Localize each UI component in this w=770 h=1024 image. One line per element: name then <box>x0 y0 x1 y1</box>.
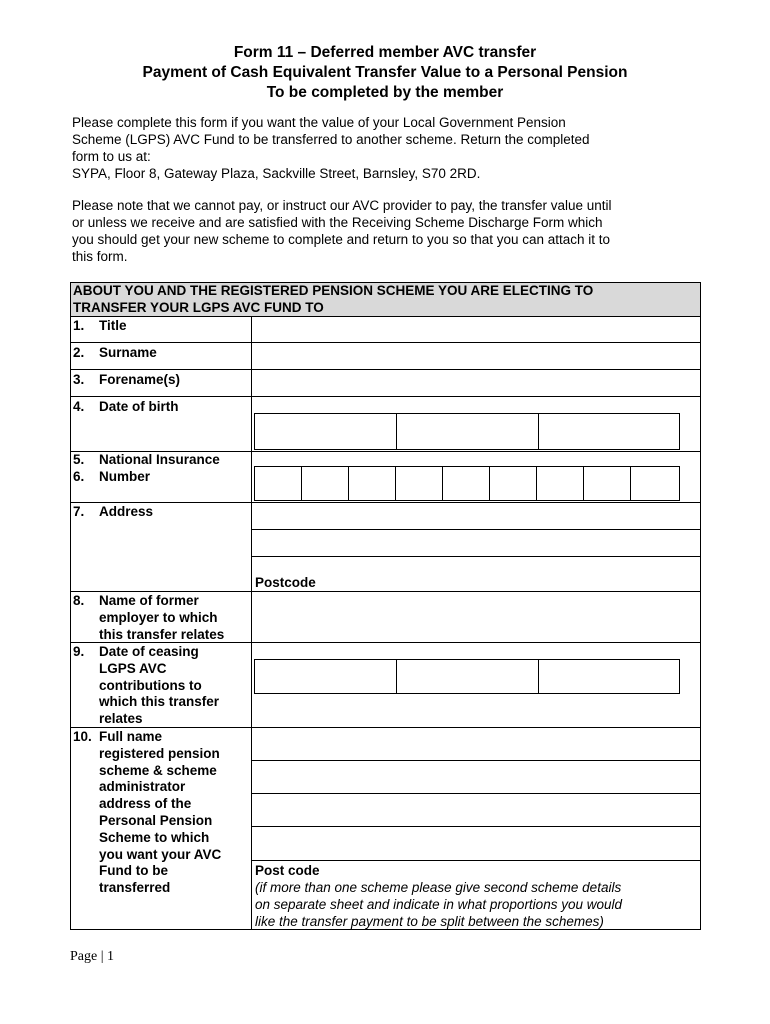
dob-month-box[interactable] <box>396 413 539 450</box>
note-line: on separate sheet and indicate in what proportions you would <box>255 896 622 912</box>
ni-char-box[interactable] <box>395 466 443 501</box>
form-subtitle: Payment of Cash Equivalent Transfer Value to a Personal Pension <box>142 64 628 81</box>
note-line: this form. <box>72 249 128 264</box>
scheme-line4-input[interactable] <box>252 827 700 860</box>
scheme-line1-input[interactable] <box>252 728 700 760</box>
title-input[interactable] <box>252 317 700 342</box>
intro-line: Scheme (LGPS) AVC Fund to be transferred to another scheme. Return the completed <box>72 132 590 147</box>
dob-day-box[interactable] <box>254 413 397 450</box>
note-line: or unless we receive and are satisfied with the Receiving Scheme Discharge Form which <box>72 215 603 230</box>
section-heading <box>73 283 698 316</box>
note-line: like the transfer payment to be split between the schemes) <box>255 913 604 929</box>
note-line: (if more than one scheme please give second scheme details <box>255 880 622 895</box>
dob-year-box[interactable] <box>538 413 680 450</box>
address-line3-input[interactable] <box>252 557 700 591</box>
intro-line: Please complete this form if you want the value of your Local Government Pension <box>72 115 566 130</box>
address-line2-input[interactable] <box>252 530 700 556</box>
note-line: Please note that we cannot pay, or instruct our AVC provider to pay, the transfer value until <box>72 198 612 213</box>
ni-char-box[interactable] <box>254 466 302 501</box>
ceasing-day-box[interactable] <box>254 659 397 694</box>
scheme-line3-input[interactable] <box>252 794 700 826</box>
ceasing-year-box[interactable] <box>538 659 680 694</box>
return-address: SYPA, Floor 8, Gateway Plaza, Sackville Street, Barnsley, S70 2RD. <box>72 166 481 181</box>
ceasing-month-box[interactable] <box>396 659 539 694</box>
forenames-input[interactable] <box>252 370 700 396</box>
ni-char-box[interactable] <box>536 466 584 501</box>
ni-char-box[interactable] <box>442 466 490 501</box>
ni-char-box[interactable] <box>583 466 631 501</box>
page-number: Page | 1 <box>70 949 115 964</box>
ni-char-box[interactable] <box>301 466 349 501</box>
form-instruction-title: To be completed by the member <box>266 84 504 101</box>
scheme-line2-input[interactable] <box>252 761 700 793</box>
ni-char-box[interactable] <box>348 466 396 501</box>
former-employer-input[interactable] <box>252 592 700 642</box>
section-heading-line: ABOUT YOU AND THE REGISTERED PENSION SCHEME YOU ARE ELECTING TO <box>73 283 594 298</box>
note-line: you should get your new scheme to complete and return to you so that you can attach it to <box>72 232 611 247</box>
ni-char-box[interactable] <box>630 466 680 501</box>
surname-input[interactable] <box>252 343 700 369</box>
address-line1-input[interactable] <box>252 503 700 529</box>
ni-char-box[interactable] <box>489 466 537 501</box>
scheme-postcode-label: Post code <box>255 863 320 878</box>
form-title: Form 11 – Deferred member AVC transfer <box>233 44 537 61</box>
note-paragraph <box>72 197 702 265</box>
intro-paragraph <box>72 114 702 182</box>
postcode-label: Postcode <box>255 575 316 590</box>
intro-line: form to us at: <box>72 149 151 164</box>
multiple-scheme-note <box>255 880 700 930</box>
section-heading-line: TRANSFER YOUR LGPS AVC FUND TO <box>73 299 324 315</box>
